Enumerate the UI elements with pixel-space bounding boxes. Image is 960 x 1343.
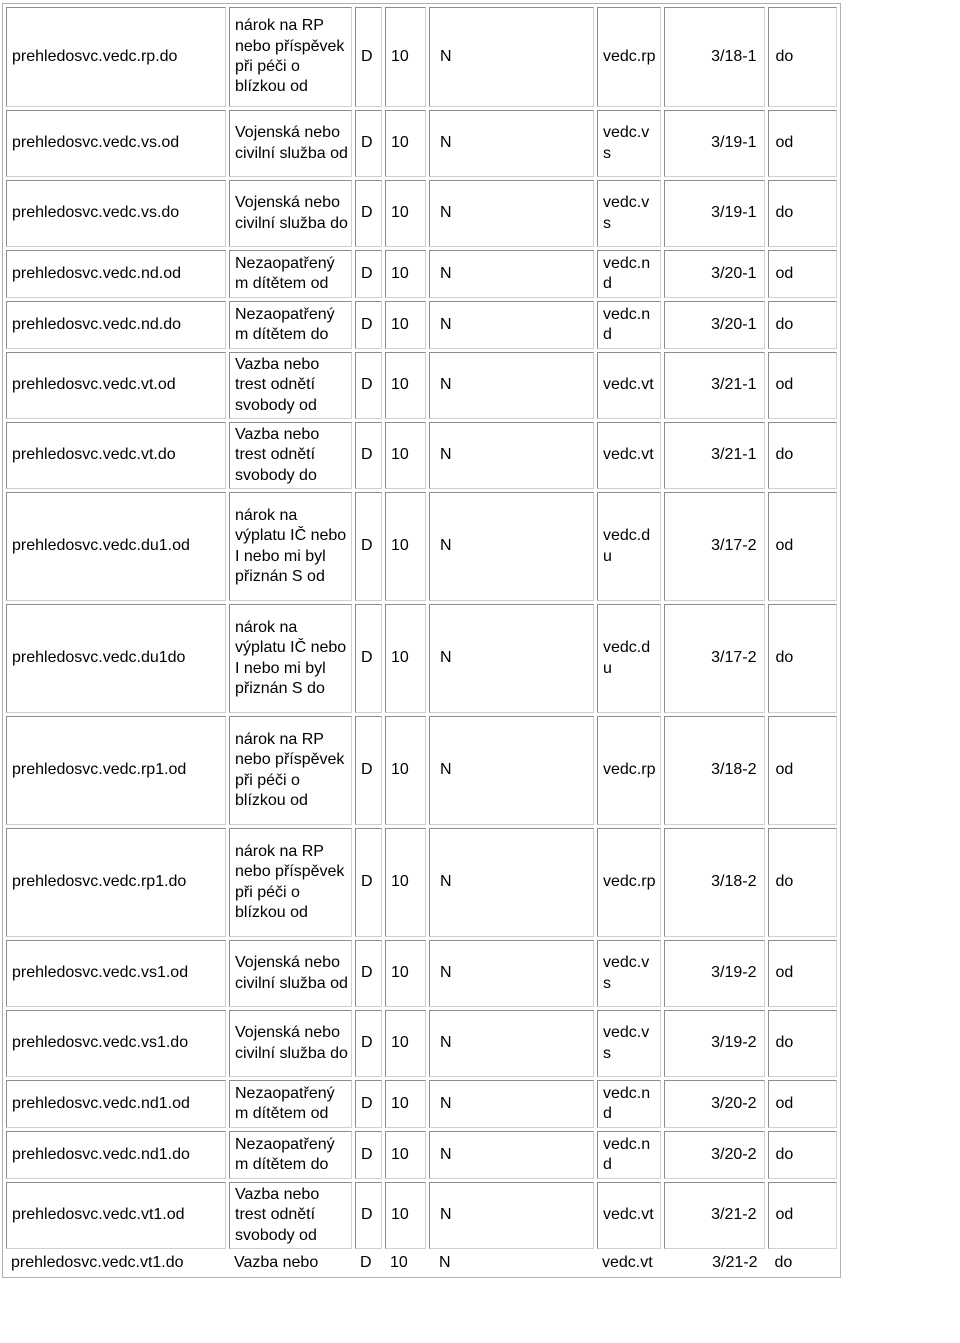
- field-length-cell: 10: [385, 422, 426, 489]
- field-required-cell: N: [429, 940, 594, 1007]
- field-required-cell: N: [429, 180, 594, 247]
- field-required-cell: N: [429, 7, 594, 107]
- table-row: [6, 492, 837, 601]
- field-abbreviation-cell: vedc.vt: [597, 352, 661, 419]
- field-required-cell: N: [429, 1182, 594, 1249]
- field-type-cell: D: [355, 250, 382, 298]
- field-key-cell: prehledosvc.vedc.nd.do: [6, 301, 226, 349]
- field-reference-cell: 3/20-1: [664, 301, 765, 349]
- field-required-cell: N: [429, 604, 594, 713]
- field-abbreviation-cell: vedc.rp: [597, 828, 661, 937]
- field-abbreviation-cell: vedc.v s: [597, 1010, 661, 1077]
- table-row: [6, 604, 837, 713]
- field-reference-cell: 3/17-2: [664, 604, 765, 713]
- field-abbreviation-cell: vedc.n d: [597, 1080, 661, 1128]
- field-reference-cell: 3/21-2: [664, 1182, 765, 1249]
- field-direction-cell: do: [768, 1010, 837, 1077]
- field-required-cell: N: [429, 250, 594, 298]
- field-description-cell: Vazba nebo trest odnětí svobody od: [229, 1182, 352, 1249]
- field-type-cell: D: [355, 7, 382, 107]
- field-description-cell: nárok na výplatu IČ nebo I nebo mi byl přiznán S od: [229, 492, 352, 601]
- field-description-cell: nárok na RP nebo příspěvek při péči o blízkou od: [229, 828, 352, 937]
- field-direction-cell: od: [768, 352, 837, 419]
- field-direction-cell: od: [768, 492, 837, 601]
- table-row: [6, 716, 837, 825]
- field-reference-cell: 3/20-2: [664, 1131, 765, 1179]
- field-required-cell: N: [429, 828, 594, 937]
- field-type-cell: D: [355, 1080, 382, 1128]
- field-required-cell: N: [429, 492, 594, 601]
- field-abbreviation-cell: vedc.vt: [597, 1182, 661, 1249]
- field-type-cell: D: [355, 110, 382, 177]
- field-length-cell: 10: [385, 301, 426, 349]
- field-reference-cell: 3/19-1: [664, 110, 765, 177]
- field-direction-cell: od: [768, 1080, 837, 1128]
- field-length-cell: 10: [385, 110, 426, 177]
- field-direction-cell: od: [768, 250, 837, 298]
- field-abbreviation-cell: vedc.n d: [597, 301, 661, 349]
- table-row: [6, 940, 837, 1007]
- field-description-cell: Vazba nebo trest odnětí svobody od: [229, 352, 352, 419]
- field-required-cell: N: [429, 1080, 594, 1128]
- field-reference-cell: 3/21-1: [664, 422, 765, 489]
- field-length-cell: 10: [385, 180, 426, 247]
- field-reference-cell: 3/19-2: [664, 1010, 765, 1077]
- field-key-cell: prehledosvc.vedc.nd1.do: [6, 1131, 226, 1179]
- field-required-cell: N: [429, 110, 594, 177]
- table-body: [6, 7, 837, 1274]
- field-key-cell: prehledosvc.vedc.vt1.od: [6, 1182, 226, 1249]
- field-abbreviation-cell: vedc.v s: [597, 110, 661, 177]
- field-key-cell: prehledosvc.vedc.nd.od: [6, 250, 226, 298]
- field-description-cell: Vojenská nebo civilní služba od: [229, 110, 352, 177]
- field-direction-cell: do: [768, 422, 837, 489]
- field-reference-cell: 3/18-2: [664, 828, 765, 937]
- field-reference-cell: 3/21-1: [664, 352, 765, 419]
- field-length-cell: 10: [385, 828, 426, 937]
- field-abbreviation-cell: vedc.n d: [597, 250, 661, 298]
- field-type-cell: D: [355, 1182, 382, 1249]
- field-key-cell: prehledosvc.vedc.vs1.od: [6, 940, 226, 1007]
- field-description-cell: Nezaopatřený m dítětem do: [229, 301, 352, 349]
- field-key-cell: prehledosvc.vedc.rp.do: [6, 7, 226, 107]
- table-row: [6, 1010, 837, 1077]
- field-description-cell: Nezaopatřený m dítětem od: [229, 1080, 352, 1128]
- field-definition-table: [2, 3, 841, 1278]
- field-required-cell: N: [439, 1253, 451, 1271]
- field-key-cell: prehledosvc.vedc.vs1.do: [6, 1010, 226, 1077]
- field-type-cell: D: [355, 1010, 382, 1077]
- field-length-cell: 10: [385, 352, 426, 419]
- field-required-cell: N: [429, 352, 594, 419]
- table-row: [6, 828, 837, 937]
- field-required-cell: N: [429, 301, 594, 349]
- field-reference-cell: 3/20-1: [664, 250, 765, 298]
- field-length-cell: 10: [385, 716, 426, 825]
- field-reference-cell: 3/19-2: [664, 940, 765, 1007]
- table-row: [6, 422, 837, 489]
- field-type-cell: D: [355, 352, 382, 419]
- field-key-cell: prehledosvc.vedc.vt1.do: [11, 1253, 184, 1271]
- field-type-cell: D: [360, 1253, 372, 1271]
- field-abbreviation-cell: vedc.v s: [597, 180, 661, 247]
- field-length-cell: 10: [385, 1131, 426, 1179]
- field-length-cell: 10: [385, 604, 426, 713]
- field-length-cell: 10: [385, 250, 426, 298]
- field-length-cell: 10: [385, 1182, 426, 1249]
- field-key-cell: prehledosvc.vedc.du1.od: [6, 492, 226, 601]
- field-key-cell: prehledosvc.vedc.rp1.od: [6, 716, 226, 825]
- field-description-cell: nárok na RP nebo příspěvek při péči o blízkou od: [229, 716, 352, 825]
- field-direction-cell: do: [768, 828, 837, 937]
- table-row: [6, 352, 837, 419]
- field-key-cell: prehledosvc.vedc.du1do: [6, 604, 226, 713]
- field-direction-cell: do: [768, 180, 837, 247]
- field-length-cell: 10: [385, 1010, 426, 1077]
- field-direction-cell: do: [768, 1131, 837, 1179]
- field-direction-cell: do: [768, 604, 837, 713]
- field-abbreviation-cell: vedc.d u: [597, 492, 661, 601]
- field-type-cell: D: [355, 940, 382, 1007]
- field-reference-cell: 3/18-2: [664, 716, 765, 825]
- field-length-cell: 10: [385, 1080, 426, 1128]
- field-description-cell: Vazba nebo trest odnětí svobody do: [229, 422, 352, 489]
- field-key-cell: prehledosvc.vedc.vt.do: [6, 422, 226, 489]
- field-type-cell: D: [355, 492, 382, 601]
- table-row: [6, 110, 837, 177]
- field-description-cell: Vojenská nebo civilní služba do: [229, 1010, 352, 1077]
- field-direction-cell: do: [768, 301, 837, 349]
- field-required-cell: N: [429, 422, 594, 489]
- field-key-cell: prehledosvc.vedc.vs.do: [6, 180, 226, 247]
- field-abbreviation-cell: vedc.vt: [602, 1253, 653, 1271]
- table-row: [6, 1080, 837, 1128]
- field-description-cell: Nezaopatřený m dítětem od: [229, 250, 352, 298]
- field-description-cell: nárok na RP nebo příspěvek při péči o blízkou od: [229, 7, 352, 107]
- field-description-cell: Nezaopatřený m dítětem do: [229, 1131, 352, 1179]
- field-description-cell: Vazba nebo: [234, 1253, 319, 1271]
- field-key-cell: prehledosvc.vedc.vt.od: [6, 352, 226, 419]
- field-direction-cell: do: [768, 7, 837, 107]
- field-type-cell: D: [355, 301, 382, 349]
- field-type-cell: D: [355, 422, 382, 489]
- field-direction-cell: do: [774, 1253, 793, 1271]
- field-direction-cell: od: [768, 716, 837, 825]
- field-required-cell: N: [429, 1131, 594, 1179]
- field-abbreviation-cell: vedc.rp: [597, 7, 661, 107]
- field-abbreviation-cell: vedc.vt: [597, 422, 661, 489]
- table-row: [6, 1252, 837, 1274]
- field-type-cell: D: [355, 604, 382, 713]
- table-row: [6, 180, 837, 247]
- field-abbreviation-cell: vedc.n d: [597, 1131, 661, 1179]
- field-direction-cell: od: [768, 1182, 837, 1249]
- field-abbreviation-cell: vedc.v s: [597, 940, 661, 1007]
- field-type-cell: D: [355, 716, 382, 825]
- field-key-cell: prehledosvc.vedc.nd1.od: [6, 1080, 226, 1128]
- field-direction-cell: od: [768, 940, 837, 1007]
- table-row: [6, 250, 837, 298]
- table-row: [6, 1131, 837, 1179]
- field-reference-cell: 3/18-1: [664, 7, 765, 107]
- field-description-cell: Vojenská nebo civilní služba od: [229, 940, 352, 1007]
- field-description-cell: Vojenská nebo civilní služba do: [229, 180, 352, 247]
- field-reference-cell: 3/20-2: [664, 1080, 765, 1128]
- field-required-cell: N: [429, 716, 594, 825]
- field-abbreviation-cell: vedc.d u: [597, 604, 661, 713]
- field-type-cell: D: [355, 180, 382, 247]
- field-length-cell: 10: [385, 492, 426, 601]
- field-length-cell: 10: [385, 7, 426, 107]
- field-key-cell: prehledosvc.vedc.vs.od: [6, 110, 226, 177]
- field-type-cell: D: [355, 828, 382, 937]
- table-row: [6, 1182, 837, 1249]
- table-row: [6, 7, 837, 107]
- field-length-cell: 10: [390, 1253, 408, 1271]
- field-reference-cell: 3/19-1: [664, 180, 765, 247]
- field-description-cell: nárok na výplatu IČ nebo I nebo mi byl přiznán S do: [229, 604, 352, 713]
- field-type-cell: D: [355, 1131, 382, 1179]
- field-reference-cell: 3/21-2: [712, 1253, 758, 1271]
- field-abbreviation-cell: vedc.rp: [597, 716, 661, 825]
- field-required-cell: N: [429, 1010, 594, 1077]
- field-length-cell: 10: [385, 940, 426, 1007]
- table-row: [6, 301, 837, 349]
- field-reference-cell: 3/17-2: [664, 492, 765, 601]
- field-direction-cell: od: [768, 110, 837, 177]
- field-key-cell: prehledosvc.vedc.rp1.do: [6, 828, 226, 937]
